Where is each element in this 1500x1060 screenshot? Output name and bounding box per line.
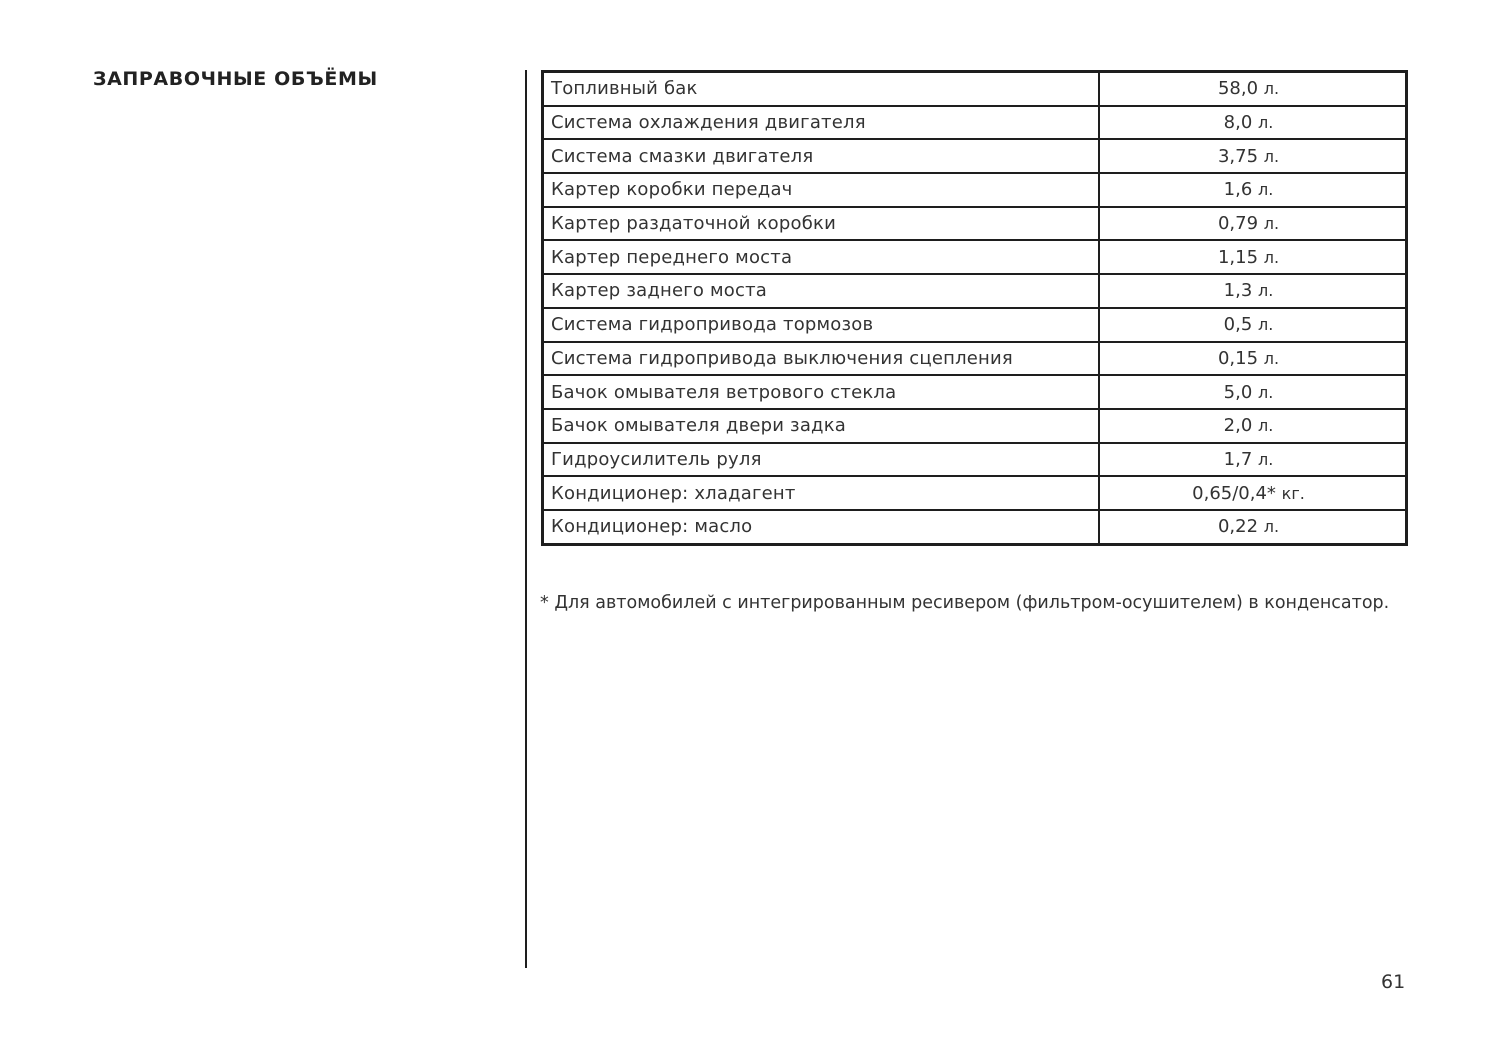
row-unit: л. [1263, 247, 1280, 267]
row-value-cell [1099, 139, 1407, 173]
row-unit: л. [1258, 113, 1274, 133]
table-row [543, 240, 1407, 274]
row-unit: л. [1263, 79, 1280, 99]
capacity-table [541, 70, 1408, 546]
row-name: Кондиционер: масло [543, 510, 1100, 544]
row-unit: л. [1263, 348, 1280, 368]
row-name: Бачок омывателя ветрового стекла [543, 375, 1100, 409]
section-title: ЗАПРАВОЧНЫЕ ОБЪЁМЫ [93, 68, 378, 90]
row-name: Картер раздаточной коробки [543, 207, 1100, 241]
row-name: Картер переднего моста [543, 240, 1100, 274]
row-name: Система гидропривода выключения сцепления [543, 342, 1100, 376]
row-value-cell [1099, 274, 1407, 308]
row-value-cell [1099, 375, 1407, 409]
row-unit: кг. [1281, 483, 1305, 503]
row-value: 5,0 [1223, 381, 1253, 403]
row-value: 1,6 [1223, 179, 1253, 201]
row-name: Система смазки двигателя [543, 139, 1100, 173]
vertical-divider [525, 70, 527, 968]
row-value-cell [1099, 308, 1407, 342]
row-unit: л. [1258, 180, 1274, 200]
row-name: Гидроусилитель руля [543, 443, 1100, 477]
table-row [543, 139, 1407, 173]
row-value: 58,0 [1217, 78, 1259, 100]
row-value: 1,15 [1217, 246, 1259, 268]
table-row [543, 409, 1407, 443]
table-row [543, 72, 1407, 106]
row-unit: л. [1258, 416, 1274, 436]
row-unit: л. [1258, 382, 1274, 402]
table-row [543, 308, 1407, 342]
row-unit: л. [1263, 517, 1280, 537]
row-value-cell [1099, 409, 1407, 443]
table-row [543, 476, 1407, 510]
row-unit: л. [1263, 146, 1280, 166]
row-unit: л. [1258, 281, 1274, 301]
row-value: 1,3 [1223, 280, 1253, 302]
row-value: 0,65/0,4* [1192, 482, 1276, 504]
table-row [543, 106, 1407, 140]
table-row [543, 173, 1407, 207]
row-value-cell [1099, 173, 1407, 207]
table-row [543, 207, 1407, 241]
row-name: Картер заднего моста [543, 274, 1100, 308]
table-row [543, 342, 1407, 376]
row-value: 8,0 [1223, 112, 1253, 134]
row-value: 2,0 [1223, 415, 1253, 437]
page-number: 61 [1381, 971, 1406, 993]
row-value-cell [1099, 476, 1407, 510]
row-unit: л. [1258, 315, 1274, 335]
footnote: * Для автомобилей с интегрированным ресивером (фильтром-осушителем) в конденсатор. [540, 593, 1390, 613]
table-row [543, 274, 1407, 308]
row-unit: л. [1263, 214, 1280, 234]
row-value: 0,22 [1217, 516, 1259, 538]
table-row [543, 375, 1407, 409]
row-name: Топливный бак [543, 72, 1100, 106]
table-row [543, 443, 1407, 477]
row-name: Кондиционер: хладагент [543, 476, 1100, 510]
row-value-cell [1099, 106, 1407, 140]
row-value-cell [1099, 342, 1407, 376]
row-name: Картер коробки передач [543, 173, 1100, 207]
row-value-cell [1099, 443, 1407, 477]
row-unit: л. [1258, 449, 1274, 469]
row-name: Бачок омывателя двери задка [543, 409, 1100, 443]
row-value: 0,15 [1217, 347, 1259, 369]
row-value: 0,79 [1217, 213, 1259, 235]
row-name: Система гидропривода тормозов [543, 308, 1100, 342]
row-value-cell [1099, 240, 1407, 274]
row-value-cell [1099, 72, 1407, 106]
row-name: Система охлаждения двигателя [543, 106, 1100, 140]
row-value: 1,7 [1223, 448, 1253, 470]
row-value-cell [1099, 510, 1407, 544]
row-value: 3,75 [1217, 145, 1259, 167]
row-value: 0,5 [1223, 314, 1253, 336]
table-row [543, 510, 1407, 544]
capacity-table-body [543, 72, 1407, 545]
row-value-cell [1099, 207, 1407, 241]
